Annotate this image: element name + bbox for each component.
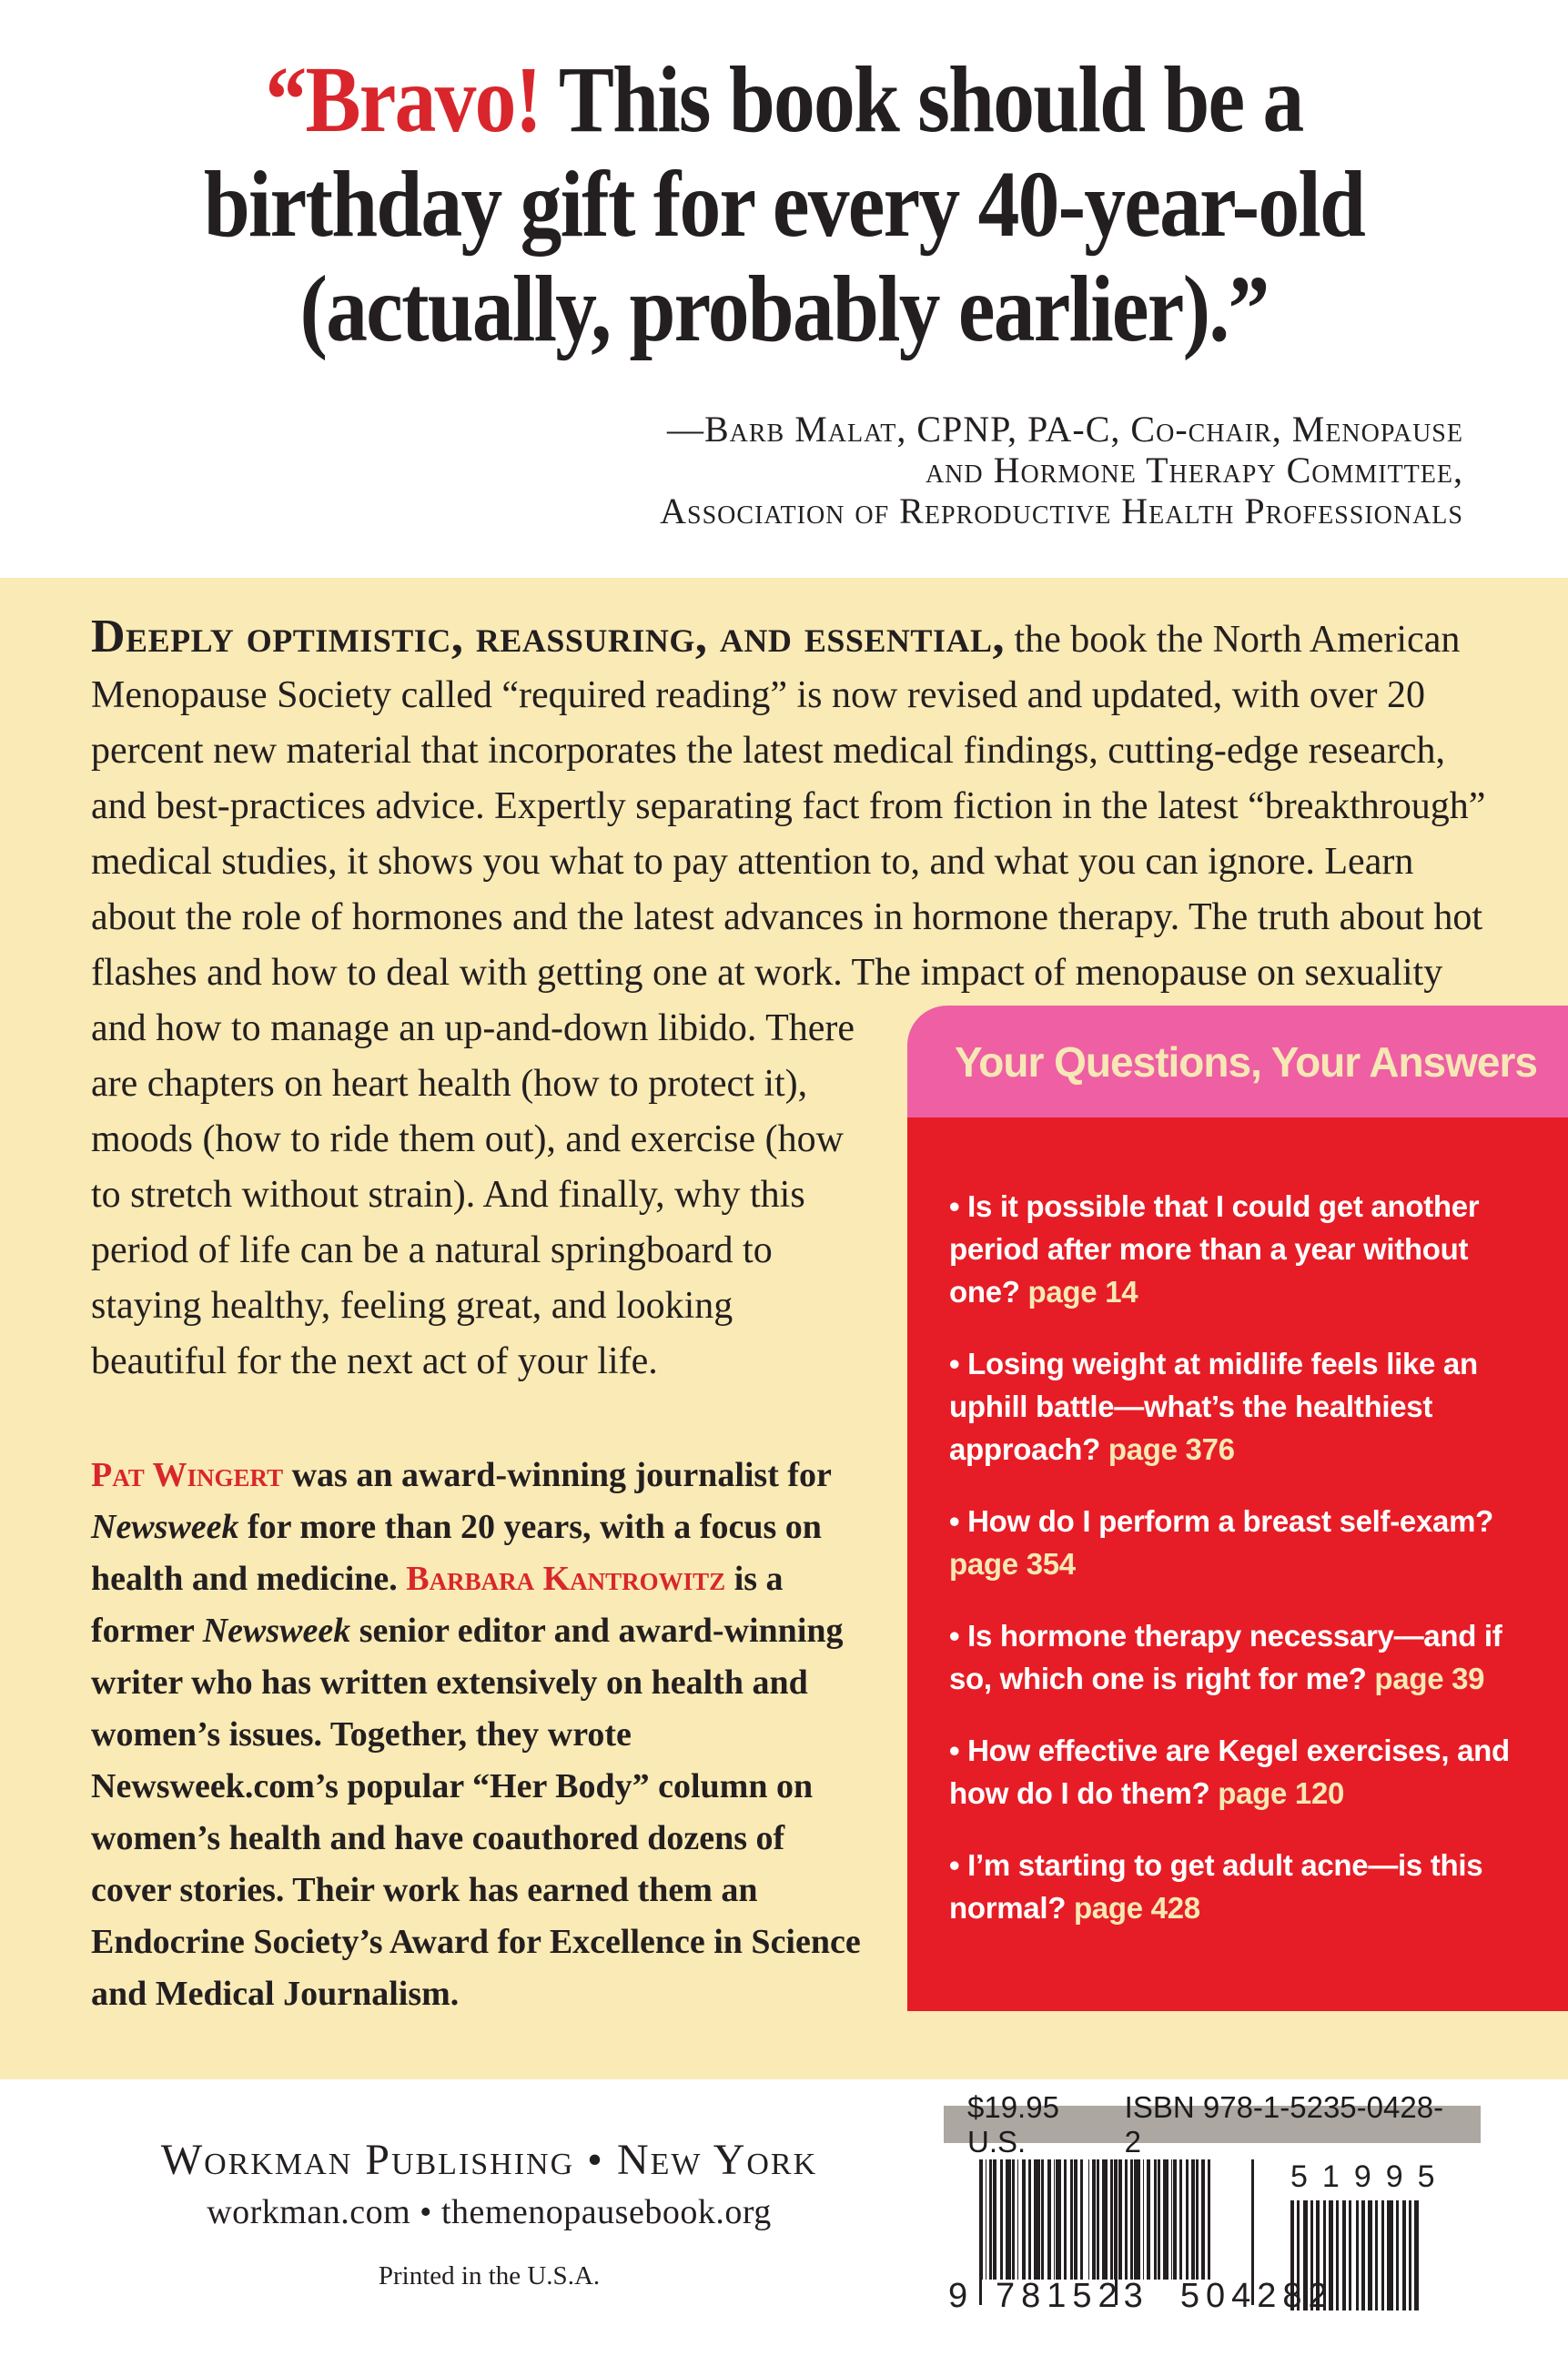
bullet-icon: • — [949, 1189, 968, 1223]
question-list — [907, 1117, 1568, 2011]
description-section — [0, 578, 1568, 2079]
question-item — [949, 1844, 1528, 1929]
price-label: $19.95 U.S. — [967, 2089, 1059, 2159]
question-item — [949, 1342, 1528, 1471]
barcodes-row — [948, 2159, 1568, 2316]
page-reference: page 14 — [1027, 1275, 1138, 1309]
page-reference: page 120 — [1218, 1776, 1345, 1810]
question-text: I’m starting to get adult acne—is this normal? — [949, 1848, 1483, 1925]
question-text: How do I perform a breast self-exam? — [967, 1504, 1493, 1538]
bullet-icon: • — [949, 1619, 968, 1653]
isbn-number: ISBN 978-1-5235-0428-2 — [1124, 2089, 1444, 2159]
bullet-icon: • — [949, 1848, 968, 1882]
question-text: Is it possible that I could get another period after more than a year without one? — [949, 1189, 1480, 1309]
ean-first-digit: 9 — [948, 2277, 968, 2315]
quote-line-2: birthday gift for every 40-year-old — [203, 152, 1365, 257]
quote-attribution — [0, 409, 1568, 531]
bio-text: is a former — [91, 1560, 784, 1650]
questions-sidebar — [907, 1006, 1568, 2011]
question-text: Is hormone therapy necessary—and if so, which one is right for me? — [949, 1619, 1502, 1695]
page-reference: page 428 — [1073, 1891, 1200, 1925]
publisher-name: Workman Publishing • New York — [160, 2136, 818, 2184]
endorsement-quote — [94, 47, 1473, 361]
bio-italic-text: Newsweek — [91, 1508, 239, 1546]
ean-digit-group-1: 781523 — [996, 2277, 1149, 2315]
quote-bravo: “Bravo! — [265, 47, 541, 152]
quote-line-1-rest: This book should be a — [541, 47, 1303, 152]
bio-text: senior editor and award-winning writer who has written extensively on health and women’s issues. Together, they wrote Newsweek.com’s popular “Her Body” column on women’s health and have coauthored dozens of cover stories. Their work has earned them an Endocrine Society’s Award for Excellence in Science and Medical Journalism. — [91, 1612, 861, 2013]
bullet-icon: • — [949, 1504, 968, 1538]
question-item — [949, 1185, 1528, 1313]
ean-barcode — [948, 2159, 1334, 2316]
question-text: Losing weight at midlife feels like an uphill battle—what’s the healthiest approach? — [949, 1347, 1478, 1466]
question-item — [949, 1614, 1528, 1700]
endorsement-section — [0, 0, 1568, 578]
page-reference: page 39 — [1374, 1662, 1485, 1695]
ean-digits — [996, 2277, 1334, 2316]
publisher-websites: workman.com • themenopausebook.org — [207, 2193, 772, 2231]
bio-text: was an award-winning journalist for — [283, 1456, 832, 1494]
description-lead-in: Deeply optimistic, reassuring, and essential, — [91, 611, 1005, 662]
supplement-digits: 51995 — [1290, 2159, 1450, 2194]
author-name: Barbara Kantrowitz — [406, 1560, 726, 1598]
page-reference: page 376 — [1108, 1432, 1235, 1466]
isbn-price-bar — [944, 2089, 1481, 2159]
sidebar-title: Your Questions, Your Answers — [907, 1006, 1568, 1117]
attribution-line-1: —Barb Malat, CPNP, PA-C, Co-chair, Menopause — [666, 409, 1463, 450]
barcode-area — [910, 2079, 1568, 2366]
publisher-block — [0, 2079, 910, 2366]
quote-line-3: (actually, probably earlier).” — [299, 257, 1269, 361]
author-name: Pat Wingert — [91, 1456, 284, 1494]
attribution-line-2: and Hormone Therapy Committee, — [925, 450, 1463, 490]
question-item — [949, 1500, 1528, 1585]
attribution-line-3: Association of Reproductive Health Professionals — [660, 490, 1463, 531]
description-text: the book the North American Menopause Society called “required reading” is now revised and updated, with over 20 percent new material that incorporates the latest medical findings, cutting-edge research, and best-practices advice. Expertly separating fact from fiction in the latest “breakthrough” medical studies, it shows you what to pay attention to, and what you can ignore. Learn about the role of hormones and the latest advances in hormone therapy. The truth about hot flashes and how to deal with getting one at work. The impact of menopause on sexuality and how to manage an up-and-down libido. There are chapters on heart health (how to protect it), moods (how to ride them out), and exercise (how to stretch without strain). And finally, why this period of life can be a natural springboard to staying healthy, feeling great, and looking beautiful for the next act of your life. — [91, 619, 1486, 1382]
bio-italic-text: Newsweek — [202, 1612, 351, 1650]
bullet-icon: • — [949, 1734, 968, 1767]
bio-text: for more than 20 years, with a focus on health and medicine. — [91, 1508, 822, 1598]
guard-bar-left — [979, 2159, 982, 2305]
quote-line-1 — [94, 47, 1473, 152]
page-reference: page 354 — [949, 1547, 1076, 1581]
printed-note: Printed in the U.S.A. — [378, 2261, 601, 2290]
bullet-icon: • — [949, 1347, 968, 1380]
publisher-footer — [0, 2079, 1568, 2366]
question-item — [949, 1729, 1528, 1815]
question-text: How effective are Kegel exercises, and how do I do them? — [949, 1734, 1510, 1810]
ean-digit-group-2: 504282 — [1179, 2277, 1334, 2315]
